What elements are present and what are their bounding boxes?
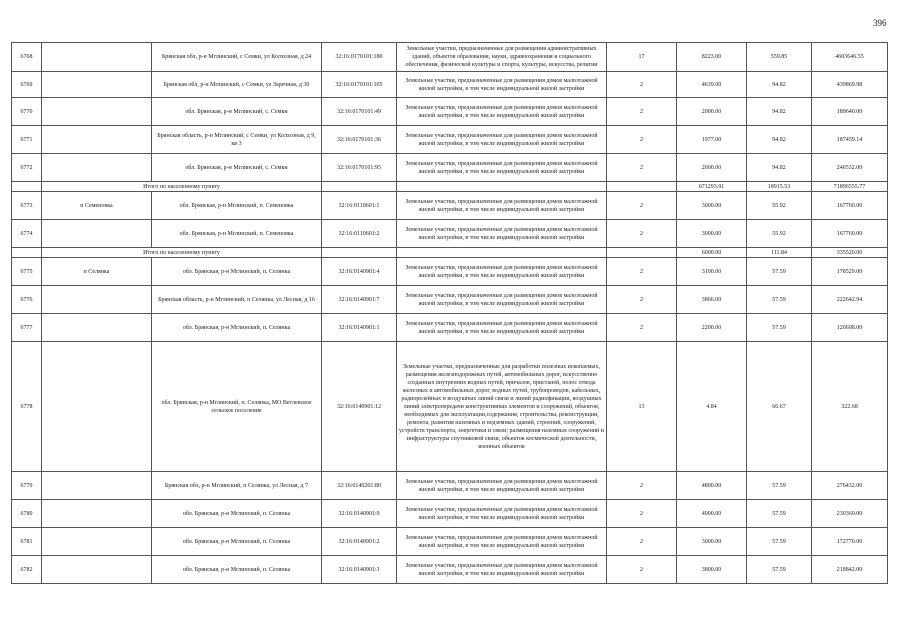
land-purpose-cell: Земельные участки, предназначенные для размещения домов малоэтажной жилой застройки, в том числе индивидуальной жилой застройки bbox=[397, 154, 607, 182]
rate-cell: 66.67 bbox=[747, 342, 812, 472]
group-cell: 2 bbox=[607, 556, 677, 584]
row-number-cell: 6782 bbox=[12, 556, 42, 584]
group-cell: 2 bbox=[607, 258, 677, 286]
address-cell: обл. Брянская, р-н Мглинский, п. Селянка bbox=[152, 500, 322, 528]
row-number-cell: 6779 bbox=[12, 472, 42, 500]
total-area-cell: 671293.91 bbox=[677, 182, 747, 192]
address-cell: обл. Брянская, р-н Мглинский, п. Селянка bbox=[152, 258, 322, 286]
settlement-cell: п Селянка bbox=[42, 258, 152, 286]
group-cell: 2 bbox=[607, 72, 677, 98]
address-cell: Брянская обл, р-н Мглинский, с Семки, ул Заречная, д 30 bbox=[152, 72, 322, 98]
table-row bbox=[12, 286, 888, 314]
settlement-cell bbox=[42, 98, 152, 126]
land-purpose-cell: Земельные участки, предназначенные для размещения домов малоэтажной жилой застройки, в том числе индивидуальной жилой застройки bbox=[397, 500, 607, 528]
empty-cell bbox=[322, 182, 397, 192]
cadastral-number-cell: 32:16:0140901:1 bbox=[322, 314, 397, 342]
address-cell: обл. Брянская, р-н Мглинский, п. Селянка bbox=[152, 314, 322, 342]
cadastral-value-cell: 439869.98 bbox=[812, 72, 888, 98]
cadastral-number-cell: 32:16:0110601:2 bbox=[322, 220, 397, 248]
total-rate-cell: 111.84 bbox=[747, 248, 812, 258]
cadastral-value-cell: 178529.00 bbox=[812, 258, 888, 286]
settlement-cell bbox=[42, 43, 152, 72]
cadastral-number-cell: 32:16:0140901:9 bbox=[322, 500, 397, 528]
table-row bbox=[12, 43, 888, 72]
cadastral-value-cell: 167760.00 bbox=[812, 192, 888, 220]
settlement-cell bbox=[42, 286, 152, 314]
settlement-cell bbox=[42, 556, 152, 584]
row-number-cell: 6774 bbox=[12, 220, 42, 248]
rate-cell: 559.85 bbox=[747, 43, 812, 72]
cadastral-value-cell: 167760.00 bbox=[812, 220, 888, 248]
group-cell: 2 bbox=[607, 500, 677, 528]
area-cell: 1977.00 bbox=[677, 126, 747, 154]
land-purpose-cell: Земельные участки, предназначенные для размещения административных зданий, объектов образования, науки, здравоохранения и социального обеспечения, физической культуры и спорта, культуры, искусства, религии bbox=[397, 43, 607, 72]
settlement-cell bbox=[42, 528, 152, 556]
row-number-cell: 6768 bbox=[12, 43, 42, 72]
land-purpose-cell: Земельные участки, предназначенные для размещения домов малоэтажной жилой застройки, в том числе индивидуальной жилой застройки bbox=[397, 126, 607, 154]
settlement-cell bbox=[42, 220, 152, 248]
total-value-cell: 335520.00 bbox=[812, 248, 888, 258]
cadastral-value-cell: 246532.00 bbox=[812, 154, 888, 182]
row-number-cell: 6770 bbox=[12, 98, 42, 126]
cadastral-value-cell: 218842.00 bbox=[812, 556, 888, 584]
rate-cell: 57.59 bbox=[747, 528, 812, 556]
row-number-cell: 6780 bbox=[12, 500, 42, 528]
rate-cell: 94.82 bbox=[747, 154, 812, 182]
cadastral-value-cell: 4603646.55 bbox=[812, 43, 888, 72]
area-cell: 4800.00 bbox=[677, 472, 747, 500]
settlement-cell bbox=[42, 126, 152, 154]
row-number-cell: 6773 bbox=[12, 192, 42, 220]
total-rate-cell: 18915.53 bbox=[747, 182, 812, 192]
rate-cell: 57.59 bbox=[747, 500, 812, 528]
address-cell: обл. Брянская, р-н Мглинский, с. Семки bbox=[152, 154, 322, 182]
area-cell: 3000.00 bbox=[677, 192, 747, 220]
empty-cell bbox=[12, 182, 42, 192]
empty-cell bbox=[607, 248, 677, 258]
area-cell: 8223.00 bbox=[677, 43, 747, 72]
land-purpose-cell: Земельные участки, предназначенные для размещения домов малоэтажной жилой застройки, в том числе индивидуальной жилой застройки bbox=[397, 314, 607, 342]
rate-cell: 57.59 bbox=[747, 258, 812, 286]
cadastral-number-cell: 32:16:0140901:2 bbox=[322, 528, 397, 556]
land-purpose-cell: Земельные участки, предназначенные для размещения домов малоэтажной жилой застройки, в том числе индивидуальной жилой застройки bbox=[397, 258, 607, 286]
group-cell: 13 bbox=[607, 342, 677, 472]
table-row bbox=[12, 154, 888, 182]
address-cell: обл. Брянская, р-н Мглинский, п. Селянка, МО Ветлевское сельское поселение bbox=[152, 342, 322, 472]
total-row bbox=[12, 248, 888, 258]
group-cell: 2 bbox=[607, 220, 677, 248]
cadastral-number-cell: 32:16:0140901:3 bbox=[322, 556, 397, 584]
group-cell: 2 bbox=[607, 154, 677, 182]
table-row bbox=[12, 98, 888, 126]
cadastral-value-cell: 189640.00 bbox=[812, 98, 888, 126]
cadastral-number-cell: 32:16:0110601:1 bbox=[322, 192, 397, 220]
address-cell: обл. Брянская, р-н Мглинский, п. Семеновка bbox=[152, 192, 322, 220]
group-cell: 2 bbox=[607, 192, 677, 220]
cadastral-number-cell: 32:16:0140901:12 bbox=[322, 342, 397, 472]
row-number-cell: 6778 bbox=[12, 342, 42, 472]
address-cell: Брянская обл, р-н Мглинский, с Семки, ул Колхозная, д 24 bbox=[152, 43, 322, 72]
row-number-cell: 6775 bbox=[12, 258, 42, 286]
area-cell: 4000.00 bbox=[677, 500, 747, 528]
land-purpose-cell: Земельные участки, предназначенные для размещения домов малоэтажной жилой застройки, в том числе индивидуальной жилой застройки bbox=[397, 192, 607, 220]
address-cell: обл. Брянская, р-н Мглинский, п. Селянка bbox=[152, 528, 322, 556]
cadastral-value-cell: 222642.94 bbox=[812, 286, 888, 314]
settlement-cell bbox=[42, 342, 152, 472]
land-purpose-cell: Земельные участки, предназначенные для размещения домов малоэтажной жилой застройки, в том числе индивидуальной жилой застройки bbox=[397, 286, 607, 314]
group-cell: 17 bbox=[607, 43, 677, 72]
group-cell: 2 bbox=[607, 528, 677, 556]
table-row bbox=[12, 500, 888, 528]
row-number-cell: 6771 bbox=[12, 126, 42, 154]
total-row bbox=[12, 182, 888, 192]
cadastral-number-cell: 32:16:0140201:80 bbox=[322, 472, 397, 500]
land-purpose-cell: Земельные участки, предназначенные для размещения домов малоэтажной жилой застройки, в том числе индивидуальной жилой застройки bbox=[397, 472, 607, 500]
address-cell: Брянская область, р-н Мглинский, п Селянка, ул Лесная, д 16 bbox=[152, 286, 322, 314]
settlement-cell bbox=[42, 472, 152, 500]
table-row bbox=[12, 528, 888, 556]
table-row bbox=[12, 126, 888, 154]
total-label: Итого по населенному пункту bbox=[42, 248, 322, 258]
area-cell: 3800.00 bbox=[677, 556, 747, 584]
rate-cell: 94.82 bbox=[747, 72, 812, 98]
empty-cell bbox=[607, 182, 677, 192]
empty-cell bbox=[322, 248, 397, 258]
land-purpose-cell: Земельные участки, предназначенные для размещения домов малоэтажной жилой застройки, в том числе индивидуальной жилой застройки bbox=[397, 220, 607, 248]
total-area-cell: 6000.00 bbox=[677, 248, 747, 258]
row-number-cell: 6772 bbox=[12, 154, 42, 182]
settlement-cell bbox=[42, 314, 152, 342]
group-cell: 2 bbox=[607, 98, 677, 126]
settlement-cell bbox=[42, 500, 152, 528]
table-row bbox=[12, 556, 888, 584]
row-number-cell: 6776 bbox=[12, 286, 42, 314]
area-cell: 2000.00 bbox=[677, 98, 747, 126]
cadastral-value-cell: 172770.00 bbox=[812, 528, 888, 556]
table-row bbox=[12, 472, 888, 500]
land-purpose-cell: Земельные участки, предназначенные для размещения домов малоэтажной жилой застройки, в том числе индивидуальной жилой застройки bbox=[397, 556, 607, 584]
rate-cell: 57.59 bbox=[747, 472, 812, 500]
cadastral-number-cell: 32:16:0170101:49 bbox=[322, 98, 397, 126]
row-number-cell: 6769 bbox=[12, 72, 42, 98]
group-cell: 2 bbox=[607, 126, 677, 154]
area-cell: 3000.00 bbox=[677, 220, 747, 248]
table-row bbox=[12, 72, 888, 98]
cadastral-number-cell: 32:16:0170101:180 bbox=[322, 43, 397, 72]
table-row bbox=[12, 314, 888, 342]
land-purpose-cell: Земельные участки, предназначенные для размещения домов малоэтажной жилой застройки, в том числе индивидуальной жилой застройки bbox=[397, 528, 607, 556]
area-cell: 3100.00 bbox=[677, 258, 747, 286]
address-cell: обл. Брянская, р-н Мглинский, п. Семеновка bbox=[152, 220, 322, 248]
table-row bbox=[12, 192, 888, 220]
table-row bbox=[12, 342, 888, 472]
cadastral-number-cell: 32:16:0170101:105 bbox=[322, 72, 397, 98]
land-registry-table bbox=[11, 42, 888, 584]
cadastral-value-cell: 230360.00 bbox=[812, 500, 888, 528]
group-cell: 2 bbox=[607, 472, 677, 500]
land-purpose-cell: Земельные участки, предназначенные для размещения домов малоэтажной жилой застройки, в том числе индивидуальной жилой застройки bbox=[397, 98, 607, 126]
address-cell: Брянская обл, р-н Мглинский, п Селянка, ул Лесная, д 7 bbox=[152, 472, 322, 500]
address-cell: обл. Брянская, р-н Мглинский, с. Семки bbox=[152, 98, 322, 126]
rate-cell: 94.82 bbox=[747, 126, 812, 154]
rate-cell: 57.59 bbox=[747, 556, 812, 584]
page-number: 396 bbox=[873, 18, 887, 28]
cadastral-number-cell: 32:16:0170101:36 bbox=[322, 126, 397, 154]
cadastral-value-cell: 276432.00 bbox=[812, 472, 888, 500]
group-cell: 2 bbox=[607, 314, 677, 342]
settlement-cell bbox=[42, 72, 152, 98]
area-cell: 4.84 bbox=[677, 342, 747, 472]
empty-cell bbox=[397, 248, 607, 258]
rate-cell: 55.92 bbox=[747, 220, 812, 248]
empty-cell bbox=[397, 182, 607, 192]
table-row bbox=[12, 220, 888, 248]
rate-cell: 94.82 bbox=[747, 98, 812, 126]
land-purpose-cell: Земельные участки, предназначенные для размещения домов малоэтажной жилой застройки, в том числе индивидуальной жилой застройки bbox=[397, 72, 607, 98]
address-cell: обл. Брянская, р-н Мглинский, п. Селянка bbox=[152, 556, 322, 584]
total-value-cell: 71896555.77 bbox=[812, 182, 888, 192]
area-cell: 3000.00 bbox=[677, 528, 747, 556]
rate-cell: 55.92 bbox=[747, 192, 812, 220]
group-cell: 2 bbox=[607, 286, 677, 314]
table-row bbox=[12, 258, 888, 286]
area-cell: 2200.00 bbox=[677, 314, 747, 342]
area-cell: 3866.00 bbox=[677, 286, 747, 314]
rate-cell: 57.59 bbox=[747, 286, 812, 314]
row-number-cell: 6777 bbox=[12, 314, 42, 342]
cadastral-value-cell: 126698.00 bbox=[812, 314, 888, 342]
settlement-cell: п Семеновка bbox=[42, 192, 152, 220]
empty-cell bbox=[12, 248, 42, 258]
cadastral-number-cell: 32:16:0140901:7 bbox=[322, 286, 397, 314]
rate-cell: 57.59 bbox=[747, 314, 812, 342]
address-cell: Брянская область, р-н Мглинский, с Семки, ул Колхозная, д 9, кв 3 bbox=[152, 126, 322, 154]
row-number-cell: 6781 bbox=[12, 528, 42, 556]
land-purpose-cell: Земельные участки, предназначенные для разработки полезных ископаемых, размещения железнодорожных путей, автомобильных дорог, искусственно созданных внутренних водных путей, причалов, пристаней, полос отвода железных и автомобильных дорог, водных путей, трубопроводов, кабельных, радиорелейных и воздушных линий связи и линий радиофикации, воздушных линий электропередачи конструктивных элементов и сооружений, объектов, необходимых для эксплуатации,содержания, строительства, реконструкции, ремонта, развития наземных и подземных зданий, строений, сооружений, устройств транспорта, энергетики и связи; размещения наземных сооружений и инфраструктуры спутниковой связи, объектов космической деятельности, военных объектов bbox=[397, 342, 607, 472]
total-label: Итого по населенному пункту bbox=[42, 182, 322, 192]
cadastral-value-cell: 187459.14 bbox=[812, 126, 888, 154]
cadastral-number-cell: 32:16:0140901:4 bbox=[322, 258, 397, 286]
cadastral-number-cell: 32:16:0170101:95 bbox=[322, 154, 397, 182]
cadastral-value-cell: 322.68 bbox=[812, 342, 888, 472]
area-cell: 4639.00 bbox=[677, 72, 747, 98]
settlement-cell bbox=[42, 154, 152, 182]
area-cell: 2600.00 bbox=[677, 154, 747, 182]
